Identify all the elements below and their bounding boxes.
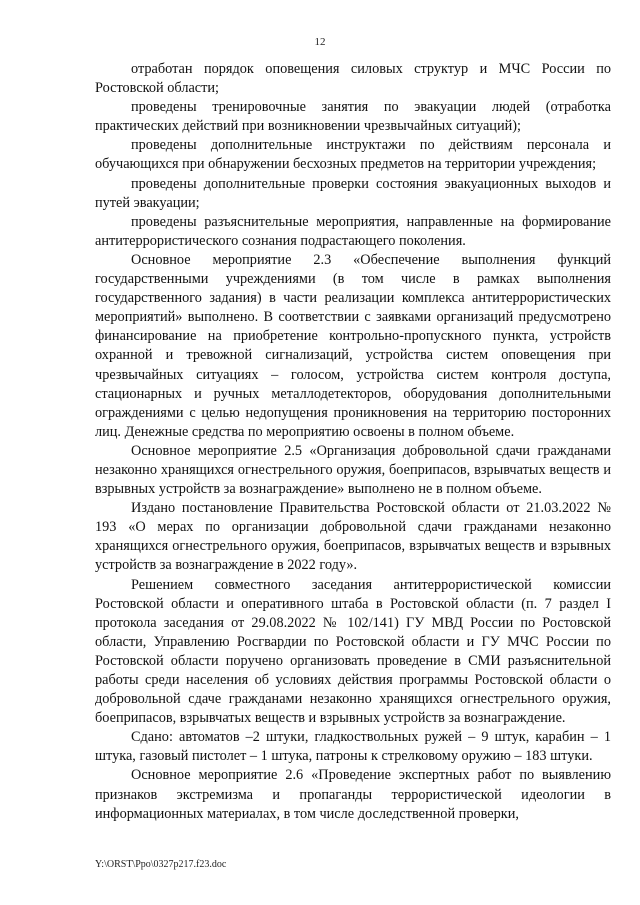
page-number: 12 — [314, 36, 326, 48]
document-body — [95, 60, 611, 824]
footer-file-path: Y:\ORST\Ppo\0327p217.f23.doc — [95, 859, 227, 870]
paragraph: проведены тренировочные занятия по эвакуации людей (отработка практических действий при возникновении чрезвычайных ситуаций); — [95, 99, 611, 135]
paragraph: Основное мероприятие 2.6 «Проведение экспертных работ по выявлению признаков экстремизма и пропаганды террористической идеологии в информационных материалах, в том числе доследственной проверки, — [95, 767, 611, 822]
paragraph: Решением совместного заседания антитеррористической комиссии Ростовской области и оперативного штаба в Ростовской области (п. 7 раздел I протокола заседания от 29.08.2022 № 102/141) ГУ МВД России по Ростовской области, Управлению Росгвардии по Ростовской области и ГУ МЧС России по Ростовской области поручено организовать проведение в СМИ разъяснительной работы среди населения об условиях действия программы Ростовской области о добровольной сдаче гражданами незаконно хранящихся огнестрельного оружия, боеприпасов, взрывчатых веществ и взрывных устройств за вознаграждение. — [95, 576, 611, 727]
paragraph: проведены дополнительные проверки состояния эвакуационных выходов и путей эвакуации; — [95, 175, 611, 211]
paragraph: отработан порядок оповещения силовых структур и МЧС России по Ростовской области; — [95, 61, 611, 97]
paragraph: проведены разъяснительные мероприятия, направленные на формирование антитеррористического сознания подрастающего поколения. — [95, 213, 611, 249]
paragraph: Сдано: автоматов –2 штуки, гладкоствольных ружей – 9 штук, карабин – 1 штука, газовый пистолет – 1 штука, патроны к стрелковому оружию – 183 штуки. — [95, 729, 611, 765]
paragraph: Основное мероприятие 2.3 «Обеспечение выполнения функций государственными учреждениями (в том числе в рамках выполнения государственного задания) в части реализации комплекса антитеррористических мероприятий» выполнено. В соответствии с заявками организаций предусмотрено финансирование на приобретение контрольно-пропускного пункта, устройств охранной и тревожной сигнализаций, устройства систем оповещения при чрезвычайных ситуациях – голосом, устройства систем контроля доступа, стационарных и ручных металлодетекторов, оборудования дополнительными ограждениями с целью недопущения проникновения на территорию посторонних лиц. Денежные средства по мероприятию освоены в полном объеме. — [95, 251, 611, 440]
paragraph: проведены дополнительные инструктажи по действиям персонала и обучающихся при обнаружении бесхозных предметов на территории учреждения; — [95, 137, 611, 173]
paragraph: Издано постановление Правительства Ростовской области от 21.03.2022 № 193 «О мерах по организации добровольной сдачи гражданами незаконно хранящихся огнестрельного оружия, боеприпасов, взрывчатых веществ и взрывных устройств за вознаграждение в 2022 году». — [95, 500, 611, 574]
paragraph: Основное мероприятие 2.5 «Организация добровольной сдачи гражданами незаконно хранящихся огнестрельного оружия, боеприпасов, взрывчатых веществ и взрывных устройств за вознаграждение» выполнено не в полном объеме. — [95, 442, 611, 498]
